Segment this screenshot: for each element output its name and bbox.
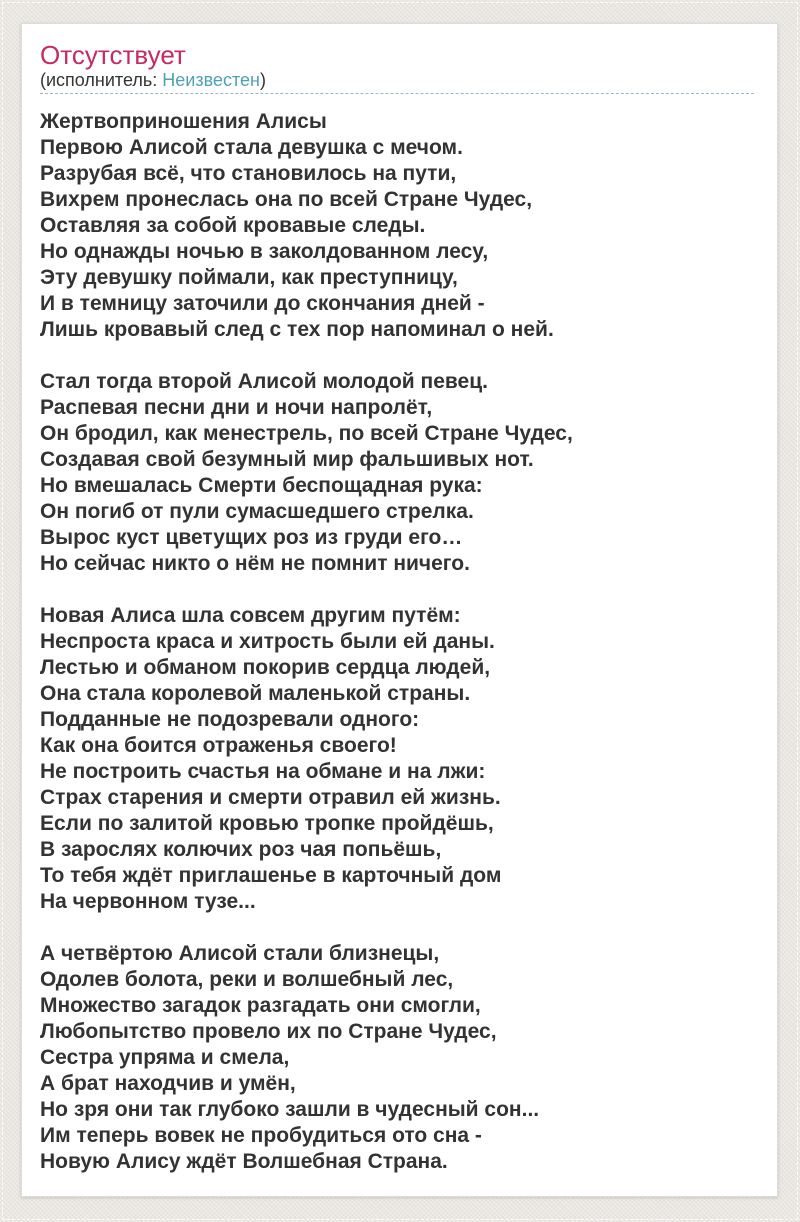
- lyric-line: Любопытство провело их по Стране Чудес,: [40, 1020, 497, 1043]
- lyric-line: Эту девушку поймали, как преступницу,: [40, 266, 458, 289]
- lyric-line: Вихрем пронеслась она по всей Стране Чудес,: [40, 188, 533, 211]
- lyric-line: Новую Алису ждёт Волшебная Страна.: [40, 1150, 448, 1173]
- lyric-line: Стал тогда второй Алисой молодой певец.: [40, 370, 488, 393]
- lyric-line: Но вмешалась Смерти беспощадная рука:: [40, 474, 483, 497]
- lyric-line: На червонном тузе...: [40, 890, 256, 913]
- lyric-line: А брат находчив и умён,: [40, 1072, 296, 1095]
- lyric-line: Страх старения и смерти отравил ей жизнь.: [40, 786, 501, 809]
- lyric-line: А четвёртою Алисой стали близнецы,: [40, 942, 440, 965]
- lyric-line: Но зря они так глубоко зашли в чудесный сон...: [40, 1098, 540, 1121]
- lyric-line: Лестью и обманом покорив сердца людей,: [40, 656, 491, 679]
- lyric-line: Лишь кровавый след с тех пор напоминал о ней.: [40, 318, 554, 341]
- lyrics-card: [21, 23, 778, 1197]
- artist-line: [40, 71, 754, 94]
- lyric-line: Как она боится отраженья своего!: [40, 734, 397, 757]
- stanza: [40, 109, 754, 343]
- header: [40, 39, 754, 94]
- lyric-line: Но сейчас никто о нём не помнит ничего.: [40, 552, 470, 575]
- lyric-line: Одолев болота, реки и волшебный лес,: [40, 968, 454, 991]
- stanza: [40, 603, 754, 915]
- lyric-line: Если по залитой кровью тропке пройдёшь,: [40, 812, 494, 835]
- lyric-line: То тебя ждёт приглашенье в карточный дом: [40, 864, 502, 887]
- lyric-line: Распевая песни дни и ночи напролёт,: [40, 396, 433, 419]
- lyrics: [40, 109, 754, 1175]
- lyric-line: Оставляя за собой кровавые следы.: [40, 214, 426, 237]
- stanza: [40, 941, 754, 1175]
- stanza: [40, 369, 754, 577]
- lyric-line: Не построить счастья на обмане и на лжи:: [40, 760, 486, 783]
- lyric-line: Он погиб от пули сумасшедшего стрелка.: [40, 500, 474, 523]
- lyric-line: Он бродил, как менестрель, по всей Стране Чудес,: [40, 422, 573, 445]
- lyric-line: Создавая свой безумный мир фальшивых нот.: [40, 448, 534, 471]
- artist-label: (исполнитель:: [40, 70, 163, 90]
- lyric-line: Жертвоприношения Алисы: [40, 110, 327, 133]
- lyric-line: И в темницу заточили до скончания дней -: [40, 292, 485, 315]
- song-title: Отсутствует: [40, 40, 186, 70]
- lyric-line: Им теперь вовек не пробудиться ото сна -: [40, 1124, 482, 1147]
- artist-suffix: ): [259, 70, 266, 90]
- lyric-line: В зарослях колючих роз чая попьёшь,: [40, 838, 442, 861]
- lyric-line: Множество загадок разгадать они смогли,: [40, 994, 481, 1017]
- lyric-line: Подданные не подозревали одного:: [40, 708, 420, 731]
- lyric-line: Новая Алиса шла совсем другим путём:: [40, 604, 461, 627]
- lyric-line: Неспроста краса и хитрость были ей даны.: [40, 630, 495, 653]
- lyric-line: Она стала королевой маленькой страны.: [40, 682, 471, 705]
- artist-link[interactable]: Неизвестен: [162, 70, 260, 90]
- lyric-line: Вырос куст цветущих роз из груди его…: [40, 526, 463, 549]
- lyric-line: Первою Алисой стала девушка с мечом.: [40, 136, 463, 159]
- lyric-line: Разрубая всё, что становилось на пути,: [40, 162, 457, 185]
- lyric-line: Сестра упряма и смела,: [40, 1046, 290, 1069]
- lyric-line: Но однажды ночью в заколдованном лесу,: [40, 240, 489, 263]
